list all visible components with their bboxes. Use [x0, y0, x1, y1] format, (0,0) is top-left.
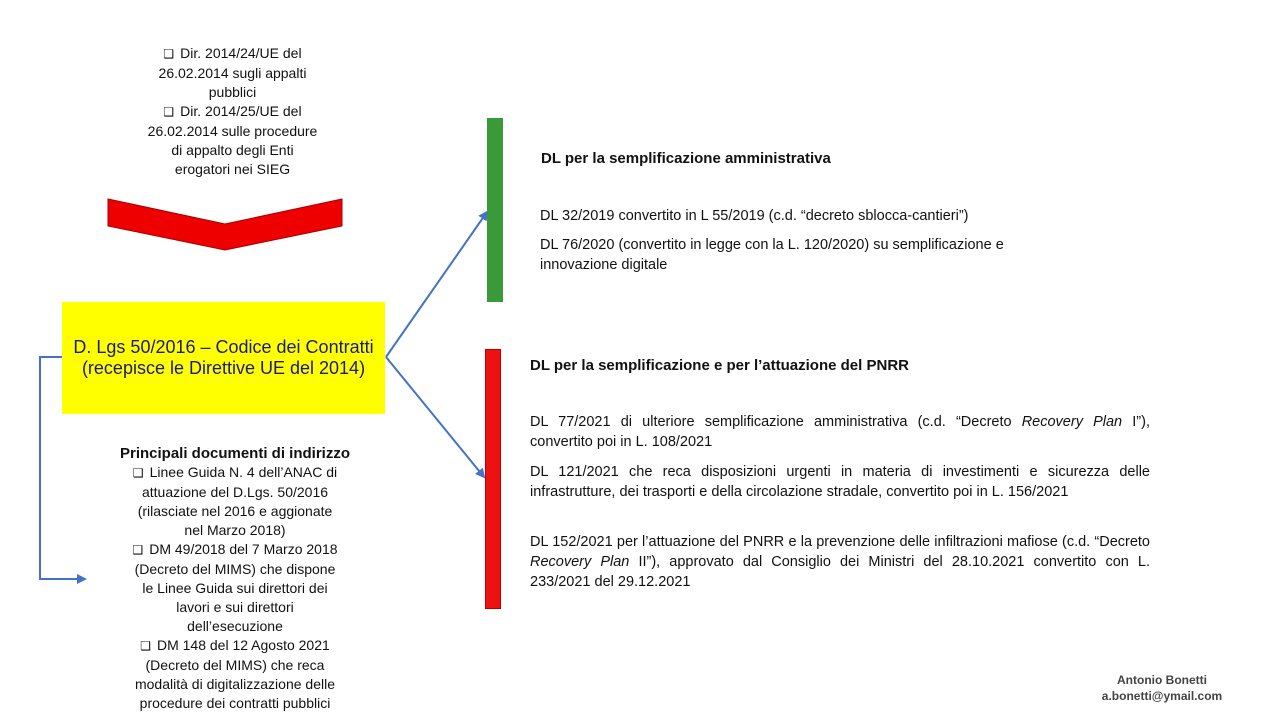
documents-title: Principali documenti di indirizzo — [119, 445, 351, 462]
checkbox-bullet-icon: ❑ — [163, 105, 175, 119]
directive-line: Dir. 2014/25/UE del — [180, 103, 302, 119]
bottom-section-p3 — [530, 532, 1150, 592]
p1-italic: Recovery Plan — [1021, 414, 1123, 430]
document-line: (rilasciate nel 2016 e aggionate — [137, 503, 333, 519]
checkbox-bullet-icon: ❑ — [132, 543, 144, 557]
p3-text: DL 152/2021 per l’attuazione del PNRR e la prevenzione delle infiltrazioni mafiose (c.d. “Decreto — [530, 534, 1150, 550]
document-line: Linee Guida N. 4 dell’ANAC di — [149, 464, 338, 480]
document-item — [100, 636, 370, 713]
p1-text: I”), convertito poi in L. 108/2021 — [530, 414, 1150, 450]
document-line: dell’esecuzione — [187, 618, 283, 634]
top-section-p2 — [540, 235, 1110, 275]
directive-line: erogatori nei SIEG — [174, 161, 291, 177]
guidance-documents — [100, 444, 370, 713]
bottom-section-p2: DL 121/2021 che reca disposizioni urgenti in materia di investimenti e sicurezza delle infrastrutture, dei trasporti e della circolazione stradale, convertito poi in L. 156/2021 — [530, 464, 1150, 500]
arrow-to-bottom-section — [386, 357, 484, 477]
red-bar — [485, 349, 501, 609]
document-line: lavori e sui direttori — [176, 599, 294, 615]
bottom-section-p1 — [530, 412, 1150, 452]
author-email: a.bonetti@ymail.com — [1101, 689, 1223, 703]
document-line: le Linee Guida sui direttori dei — [142, 580, 328, 596]
top-section-p2-line: innovazione digitale — [540, 257, 668, 273]
down-chevron-arrow — [108, 199, 342, 250]
main-law-title: D. Lgs 50/2016 – Codice dei Contratti — [73, 337, 374, 357]
directive-line: Dir. 2014/24/UE del — [180, 45, 302, 61]
document-item — [100, 463, 370, 540]
top-section-title: DL per la semplificazione amministrativa — [541, 150, 831, 167]
main-law-subtitle: (recepisce le Direttive UE del 2014) — [81, 358, 366, 378]
author-credit — [1092, 672, 1232, 704]
top-section-p2-line: DL 76/2020 (convertito in legge con la L. 120/2020) su semplificazione e — [540, 237, 1004, 253]
document-line: attuazione del D.Lgs. 50/2016 — [141, 484, 329, 500]
checkbox-bullet-icon: ❑ — [140, 639, 151, 653]
document-line: procedure dei contratti pubblici — [139, 695, 331, 711]
bottom-section-title: DL per la semplificazione e per l’attuazione del PNRR — [530, 357, 909, 374]
directive-item — [120, 102, 345, 179]
p3-text: II”), approvato dal Consiglio dei Ministri del 28.10.2021 convertito con L. 233/2021 del 29.12.2021 — [530, 554, 1151, 590]
checkbox-bullet-icon: ❑ — [132, 466, 144, 480]
arrow-to-top-section — [386, 212, 487, 357]
directive-line: 26.02.2014 sugli appalti — [158, 65, 307, 81]
directives-list — [120, 44, 345, 179]
document-line: nel Marzo 2018) — [184, 522, 286, 538]
document-item — [100, 540, 370, 636]
p1-text: DL 77/2021 di ulteriore semplificazione amministrativa (c.d. “Decreto — [530, 414, 1022, 430]
top-section-p1: DL 32/2019 convertito in L 55/2019 (c.d. “decreto sblocca-cantieri”) — [540, 208, 969, 224]
document-line: modalità di digitalizzazione delle — [134, 676, 335, 692]
document-line: DM 148 del 12 Agosto 2021 — [156, 637, 330, 653]
document-line: DM 49/2018 del 7 Marzo 2018 — [149, 541, 338, 557]
checkbox-bullet-icon: ❑ — [163, 47, 175, 61]
main-law-box — [62, 302, 385, 414]
directive-line: di appalto degli Enti — [171, 142, 294, 158]
directive-line: 26.02.2014 sulle procedure — [147, 123, 318, 139]
directive-line: pubblici — [208, 84, 257, 100]
directive-item — [120, 44, 345, 102]
document-line: (Decreto del MIMS) che reca — [145, 657, 325, 673]
green-bar — [487, 118, 503, 302]
document-line: (Decreto del MIMS) che dispone — [134, 561, 336, 577]
p3-italic: Recovery Plan — [530, 554, 630, 570]
author-name: Antonio Bonetti — [1117, 673, 1207, 687]
